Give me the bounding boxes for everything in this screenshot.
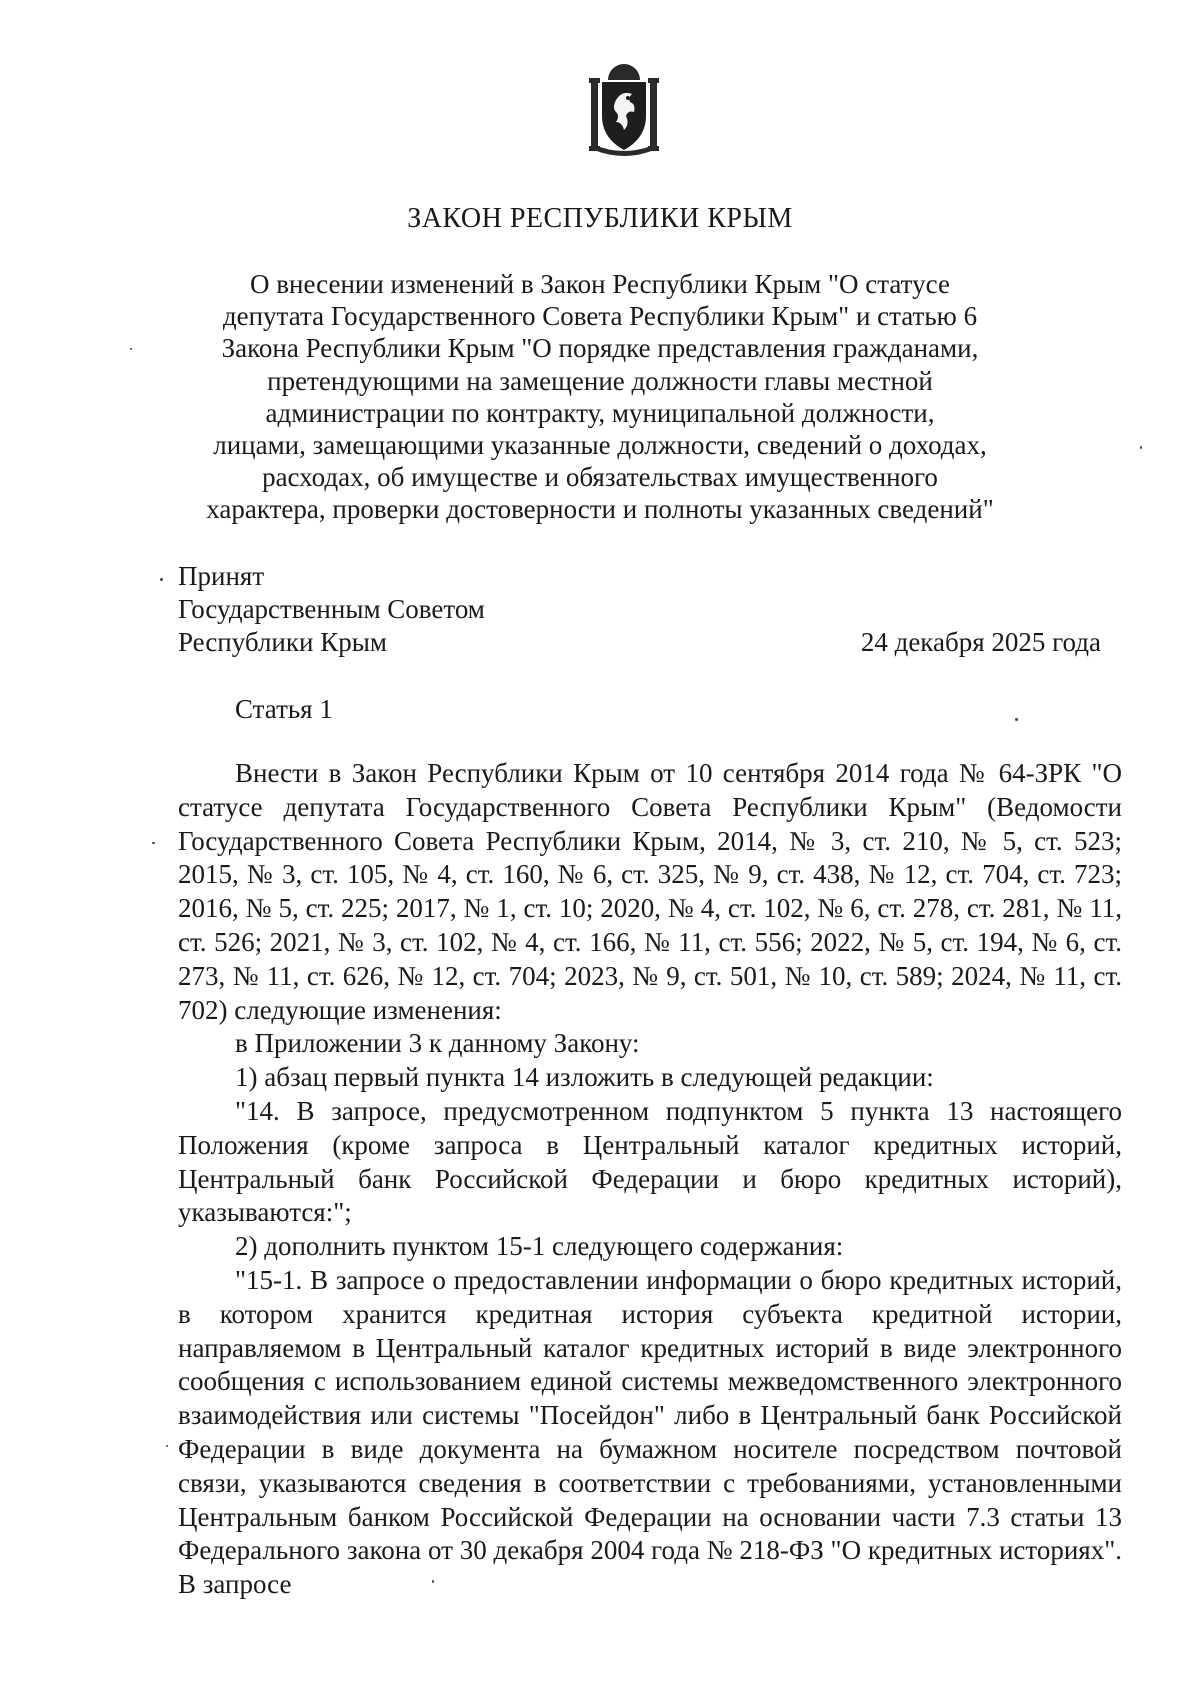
subtitle-line: лицами, замещающими указанные должности, сведений о доходах, — [213, 430, 987, 461]
scan-speck — [152, 842, 155, 844]
scan-speck — [130, 348, 132, 350]
scan-speck — [432, 1580, 434, 1583]
scan-speck — [1015, 718, 1018, 721]
subtitle-line: О внесении изменений в Закон Республики Крым "О статусе — [250, 269, 950, 299]
subtitle-line: Закона Республики Крым "О порядке представления гражданами, — [221, 333, 979, 364]
adoption-date: 24 декабря 2025 года — [860, 627, 1101, 657]
adoption-line: Республики Крым — [178, 627, 387, 657]
subtitle-line: депутата Государственного Совета Республики Крым" и статью 6 — [222, 301, 978, 332]
subtitle-line: претендующими на замещение должности главы местной — [267, 365, 933, 396]
scan-speck — [160, 578, 163, 581]
crimea-coat-of-arms-icon — [588, 64, 660, 156]
article-paragraph: 2) дополнить пунктом 15-1 следующего содержания: — [235, 1231, 844, 1262]
subtitle-line: администрации по контракту, муниципальной должности, — [265, 397, 935, 428]
adoption-block — [178, 560, 485, 659]
scan-speck — [166, 1445, 168, 1447]
adoption-line: Государственным Советом — [178, 594, 485, 624]
article-paragraph: Внести в Закон Республики Крым от 10 сентября 2014 года № 64-ЗРК "О статусе депутата Государственного Совета Республики Крым" (Ведомости Государственного Совета Республики Крым, 2014, № 3, ст. 210, № 5, ст. 523; 2015, № 3, ст. 105, № 4, ст. 160, № 6, ст. 325, № 9, ст. 438, № 12, ст. 704, ст. 723; 2016, № 5, ст. 225; 2017, № 1, ст. 10; 2020, № 4, ст. 102, № 6, ст. 278, ст. 281, № 11, ст. 526; 2021, № 3, ст. 102, № 4, ст. 166, № 11, ст. 556; 2022, № 5, ст. 194, № 6, ст. 273, № 11, ст. 626, № 12, ст. 704; 2023, № 9, ст. 501, № 10, ст. 589; 2024, № 11, ст. 702) следующие изменения: — [178, 758, 1122, 1025]
article-paragraph: в Приложении 3 к данному Закону: — [235, 1028, 640, 1059]
article-paragraph: "15-1. В запросе о предоставлении информации о бюро кредитных историй, в котором хранится кредитная история субъекта кредитной истории, направляемом в Центральный каталог кредитных историй в виде электронного сообщения с использованием единой системы межведомственного электронного взаимодействия или системы "Посейдон" либо в Центральный банк Российской Федерации в виде документа на бумажном носителе посредством почтовой связи, указываются сведения в соответствии с требованиями, установленными Центральным банком Российской Федерации на основании части 7.3 статьи 13 Федерального закона от 30 декабря 2004 года № 218-ФЗ "О кредитных историях". В запросе — [178, 1264, 1122, 1600]
scan-speck — [1140, 446, 1142, 449]
article-heading: Статья 1 — [235, 694, 333, 724]
article-paragraph: "14. В запросе, предусмотренном подпунктом 5 пункта 13 настоящего Положения (кроме запроса в Центральный каталог кредитных историй, Центральный банк Российской Федерации и бюро кредитных историй), указываются:"; — [178, 1095, 1122, 1228]
subtitle-line: характера, проверки достоверности и полноты указанных сведений" — [206, 494, 994, 525]
article-body — [178, 757, 1122, 1602]
article-paragraph: 1) абзац первый пункта 14 изложить в следующей редакции: — [235, 1062, 934, 1093]
law-subtitle — [150, 268, 1050, 526]
document-title: ЗАКОН РЕСПУБЛИКИ КРЫМ — [407, 203, 793, 234]
adoption-line: Принят — [178, 561, 265, 591]
subtitle-line: расходах, об имуществе и обязательствах имущественного — [262, 462, 938, 493]
